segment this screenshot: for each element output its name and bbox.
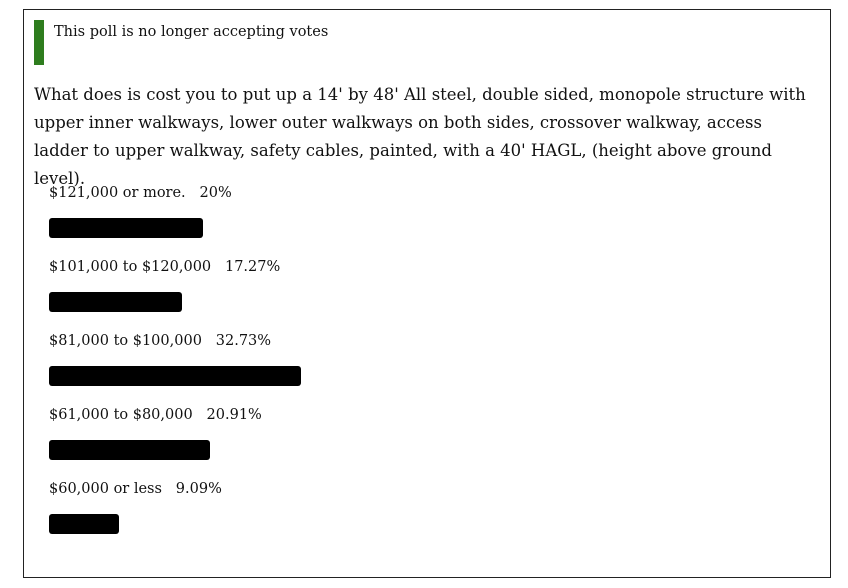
poll-widget bbox=[23, 9, 831, 578]
poll-answer bbox=[49, 257, 809, 331]
poll-answer bbox=[49, 331, 809, 405]
answer-text: $121,000 or more. bbox=[49, 185, 186, 201]
result-bar bbox=[49, 514, 119, 534]
answer-label bbox=[49, 405, 262, 425]
answer-label bbox=[49, 479, 222, 499]
answer-text: $81,000 to $100,000 bbox=[49, 333, 202, 349]
answer-percent: 20% bbox=[199, 185, 232, 201]
result-bar bbox=[49, 440, 210, 460]
notice-accent-bar bbox=[34, 20, 44, 65]
answer-text: $60,000 or less bbox=[49, 481, 162, 497]
answer-percent: 17.27% bbox=[224, 259, 281, 275]
answer-text: $61,000 to $80,000 bbox=[49, 407, 193, 423]
notice-text: This poll is no longer accepting votes bbox=[54, 24, 329, 40]
poll-closed-notice bbox=[34, 20, 328, 65]
answer-label bbox=[49, 183, 232, 203]
answer-label bbox=[49, 331, 271, 351]
poll-answer bbox=[49, 479, 809, 553]
poll-results bbox=[49, 183, 809, 553]
result-bar bbox=[49, 292, 182, 312]
poll-question: What does is cost you to put up a 14' by 48' All steel, double sided, monopole structure with upper inner walkways, lower outer walkways on both sides, crossover walkway, access ladder to upper walkway, safety cables, painted, with a 40' HAGL, (height above ground level). bbox=[34, 85, 806, 188]
answer-percent: 20.91% bbox=[206, 407, 262, 423]
answer-percent: 9.09% bbox=[175, 481, 222, 497]
result-bar bbox=[49, 366, 301, 386]
result-bar bbox=[49, 218, 203, 238]
poll-answer bbox=[49, 183, 809, 257]
answer-label bbox=[49, 257, 280, 277]
poll-answer bbox=[49, 405, 809, 479]
answer-text: $101,000 to $120,000 bbox=[49, 259, 212, 275]
answer-percent: 32.73% bbox=[215, 333, 272, 349]
